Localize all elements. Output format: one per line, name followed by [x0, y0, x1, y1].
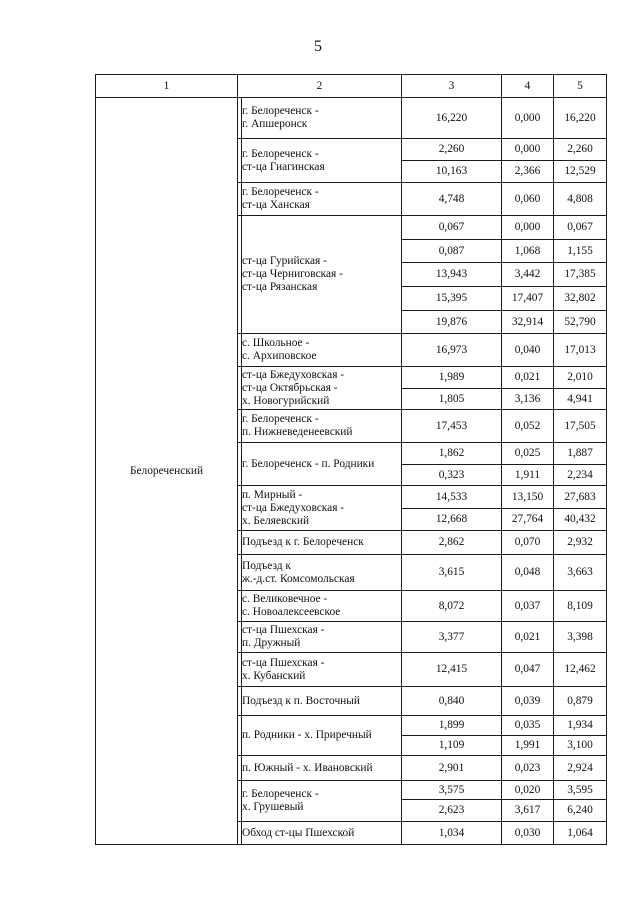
value-cell: 40,432	[554, 509, 607, 531]
route-cell	[242, 555, 402, 591]
value-cell: 3,442	[502, 263, 554, 287]
route-cell	[242, 716, 402, 756]
value-cell: 2,623	[402, 800, 502, 822]
value-cell: 3,377	[402, 622, 502, 653]
value-cell: 0,035	[502, 716, 554, 736]
page-number: 5	[314, 38, 322, 55]
value-cell: 13,150	[502, 486, 554, 509]
value-cell: 0,000	[502, 139, 554, 161]
route-cell	[242, 410, 402, 443]
value-cell: 17,385	[554, 263, 607, 287]
route-line: Обход ст-цы Пшехской	[242, 826, 355, 839]
route-line: х. Грушевый	[242, 801, 304, 813]
value-cell: 3,575	[402, 781, 502, 800]
route-cell	[242, 622, 402, 653]
route-line: ст-ца Пшехская -	[242, 656, 325, 669]
value-cell: 3,663	[554, 555, 607, 591]
header-cell: 5	[554, 75, 607, 98]
route-line: ст-ца Гурийская -	[242, 255, 327, 267]
value-cell: 1,064	[554, 822, 607, 845]
value-cell: 27,683	[554, 486, 607, 509]
route-line: х. Новогурийский	[242, 394, 330, 407]
value-cell: 3,398	[554, 622, 607, 653]
value-cell: 1,109	[402, 736, 502, 756]
value-cell: 0,023	[502, 756, 554, 781]
value-cell: 1,991	[502, 736, 554, 756]
value-cell: 0,039	[502, 687, 554, 716]
value-cell: 17,453	[402, 410, 502, 443]
route-line: ст-ца Черниговская -	[242, 268, 343, 280]
value-cell: 0,840	[402, 687, 502, 716]
route-cell	[242, 367, 402, 410]
route-line: г. Белореченск -	[242, 105, 319, 117]
value-cell: 1,862	[402, 443, 502, 465]
route-line: п. Южный - х. Ивановский	[242, 761, 373, 774]
route-line: с. Архиповское	[242, 350, 317, 362]
route-line: ж.-д.ст. Комсомольская	[242, 572, 355, 585]
value-cell: 19,876	[402, 311, 502, 334]
value-cell: 1,805	[402, 389, 502, 410]
route-line: с. Школьное -	[242, 337, 310, 349]
value-cell: 3,136	[502, 389, 554, 410]
value-cell: 12,668	[402, 509, 502, 531]
value-cell: 0,000	[502, 98, 554, 139]
value-cell: 0,048	[502, 555, 554, 591]
value-cell: 6,240	[554, 800, 607, 822]
route-cell	[242, 781, 402, 822]
value-cell: 0,000	[502, 216, 554, 240]
value-cell: 0,025	[502, 443, 554, 465]
value-cell: 10,163	[402, 161, 502, 183]
value-cell: 2,260	[554, 139, 607, 161]
route-cell	[242, 98, 402, 139]
value-cell: 27,764	[502, 509, 554, 531]
value-cell: 16,973	[402, 334, 502, 367]
header-cell: 4	[502, 75, 554, 98]
route-cell	[242, 687, 402, 716]
route-line: х. Беляевский	[242, 514, 310, 527]
route-cell	[242, 653, 402, 687]
value-cell: 2,862	[402, 531, 502, 555]
route-line: г. Белореченск -	[242, 147, 319, 160]
value-cell: 0,030	[502, 822, 554, 845]
value-cell: 0,040	[502, 334, 554, 367]
route-line: с. Новоалексеевское	[242, 606, 341, 618]
route-line: Подъезд к	[242, 559, 291, 572]
value-cell: 17,407	[502, 287, 554, 311]
value-cell: 0,067	[402, 216, 502, 240]
route-cell	[242, 183, 402, 216]
value-cell: 1,989	[402, 367, 502, 389]
route-cell	[242, 443, 402, 486]
route-line: п. Нижневеденеевский	[242, 426, 353, 438]
value-cell: 17,505	[554, 410, 607, 443]
value-cell: 3,595	[554, 781, 607, 800]
route-line: ст-ца Рязанская	[242, 281, 318, 293]
value-cell: 0,020	[502, 781, 554, 800]
value-cell: 32,802	[554, 287, 607, 311]
value-cell: 0,070	[502, 531, 554, 555]
route-cell	[242, 591, 402, 622]
route-line: п. Мирный -	[242, 488, 303, 501]
value-cell: 1,155	[554, 240, 607, 263]
route-line: ст-ца Гиагинская	[242, 160, 325, 173]
value-cell: 3,100	[554, 736, 607, 756]
route-line: г. Белореченск -	[242, 413, 319, 425]
route-line: г. Белореченск -	[242, 186, 319, 198]
value-cell: 8,072	[402, 591, 502, 622]
value-cell: 0,047	[502, 653, 554, 687]
route-line: ст-ца Бжедуховская -	[242, 501, 345, 514]
value-cell: 2,924	[554, 756, 607, 781]
value-cell: 0,067	[554, 216, 607, 240]
value-cell: 13,943	[402, 263, 502, 287]
route-line: г. Апшеронск	[242, 118, 308, 130]
route-line: с. Великовечное -	[242, 593, 328, 605]
route-line: п. Родники - х. Приречный	[242, 729, 372, 741]
route-cell	[242, 756, 402, 781]
value-cell: 16,220	[402, 98, 502, 139]
value-cell: 4,808	[554, 183, 607, 216]
route-line: ст-ца Бжедуховская -	[242, 368, 345, 381]
header-row	[96, 75, 607, 98]
header-cell: 1	[96, 75, 238, 98]
value-cell: 2,366	[502, 161, 554, 183]
distance-table	[95, 74, 607, 845]
value-cell: 15,395	[402, 287, 502, 311]
value-cell: 3,617	[502, 800, 554, 822]
value-cell: 3,615	[402, 555, 502, 591]
value-cell: 0,060	[502, 183, 554, 216]
value-cell: 1,934	[554, 716, 607, 736]
value-cell: 2,010	[554, 367, 607, 389]
value-cell: 1,034	[402, 822, 502, 845]
value-cell: 0,087	[402, 240, 502, 263]
district-cell: Белореченский	[96, 98, 238, 845]
value-cell: 1,911	[502, 465, 554, 486]
value-cell: 4,941	[554, 389, 607, 410]
route-cell	[242, 139, 402, 183]
value-cell: 12,415	[402, 653, 502, 687]
route-line: ст-ца Октябрьская -	[242, 381, 338, 394]
route-line: Подъезд к г. Белореченск	[242, 536, 364, 548]
route-cell	[242, 822, 402, 845]
value-cell: 4,748	[402, 183, 502, 216]
value-cell: 0,052	[502, 410, 554, 443]
route-line: п. Дружный	[242, 637, 301, 649]
route-line: г. Белореченск - п. Родники	[242, 457, 375, 470]
value-cell: 12,529	[554, 161, 607, 183]
value-cell: 2,901	[402, 756, 502, 781]
route-line: ст-ца Ханская	[242, 199, 310, 211]
route-line: х. Кубанский	[242, 669, 306, 682]
value-cell: 0,879	[554, 687, 607, 716]
value-cell: 2,260	[402, 139, 502, 161]
value-cell: 17,013	[554, 334, 607, 367]
route-cell	[242, 486, 402, 531]
value-cell: 1,899	[402, 716, 502, 736]
value-cell: 8,109	[554, 591, 607, 622]
value-cell: 0,021	[502, 622, 554, 653]
route-line: Подъезд к п. Восточный	[242, 694, 361, 707]
route-line: ст-ца Пшехская -	[242, 624, 325, 636]
route-line: г. Белореченск -	[242, 788, 319, 800]
route-cell	[242, 334, 402, 367]
route-cell	[242, 216, 402, 334]
value-cell: 14,533	[402, 486, 502, 509]
value-cell: 2,234	[554, 465, 607, 486]
value-cell: 1,887	[554, 443, 607, 465]
value-cell: 0,021	[502, 367, 554, 389]
header-cell: 2	[238, 75, 402, 98]
value-cell: 2,932	[554, 531, 607, 555]
value-cell: 1,068	[502, 240, 554, 263]
route-cell	[242, 531, 402, 555]
value-cell: 32,914	[502, 311, 554, 334]
header-cell: 3	[402, 75, 502, 98]
value-cell: 0,037	[502, 591, 554, 622]
value-cell: 16,220	[554, 98, 607, 139]
value-cell: 12,462	[554, 653, 607, 687]
table-row	[96, 98, 607, 139]
value-cell: 52,790	[554, 311, 607, 334]
value-cell: 0,323	[402, 465, 502, 486]
